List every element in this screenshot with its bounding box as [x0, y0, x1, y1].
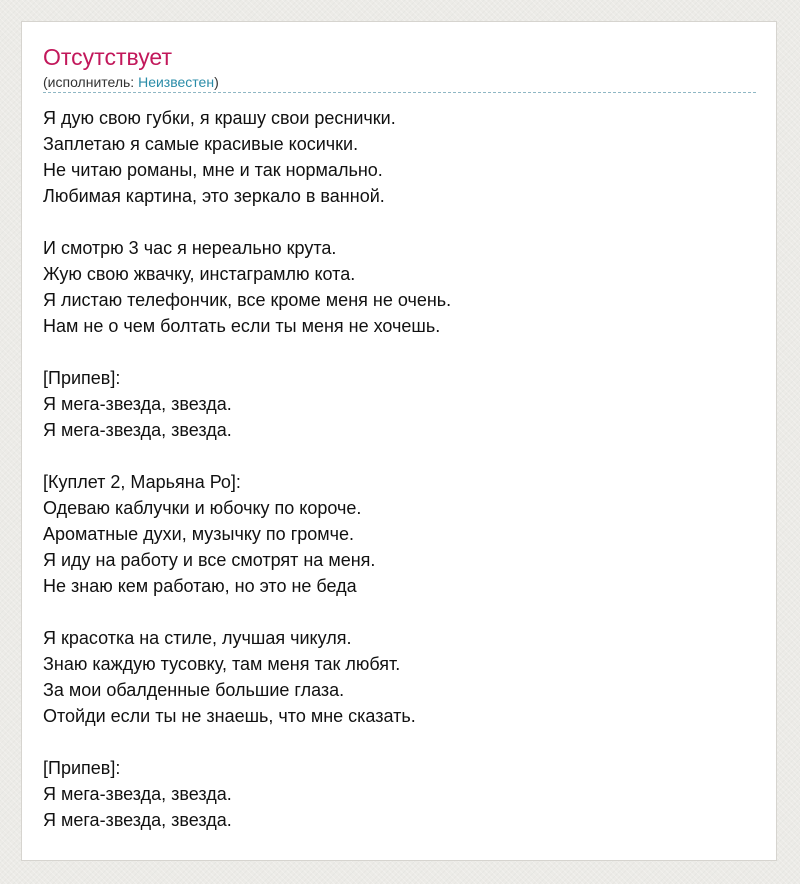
- stanza-gap: [43, 443, 756, 469]
- lyric-line: Любимая картина, это зеркало в ванной.: [43, 186, 385, 206]
- lyrics-text: [43, 105, 756, 833]
- stanza-gap: [43, 599, 756, 625]
- lyric-line: Жую свою жвачку, инстаграмлю кота.: [43, 264, 356, 284]
- lyric-line: [Припев]:: [43, 758, 121, 778]
- lyric-line: [Припев]:: [43, 368, 121, 388]
- lyric-line: За мои обалденные большие глаза.: [43, 680, 345, 700]
- artist-line: [43, 73, 756, 93]
- lyric-line: И смотрю 3 час я нереально крута.: [43, 238, 337, 258]
- lyric-line: Нам не о чем болтать если ты меня не хочешь.: [43, 316, 441, 336]
- lyric-line: Я мега-звезда, звезда.: [43, 420, 232, 440]
- lyric-line: Я красотка на стиле, лучшая чикуля.: [43, 628, 352, 648]
- lyric-line: Не знаю кем работаю, но это не беда: [43, 576, 357, 596]
- lyric-line: Знаю каждую тусовку, там меня так любят.: [43, 654, 401, 674]
- lyric-line: Я мега-звезда, звезда.: [43, 810, 232, 830]
- lyric-line: Заплетаю я самые красивые косички.: [43, 134, 359, 154]
- lyric-line: Я дую свою губки, я крашу свои реснички.: [43, 108, 396, 128]
- lyric-line: Я иду на работу и все смотрят на меня.: [43, 550, 376, 570]
- lyrics-card: [21, 21, 777, 861]
- lyric-line: Я листаю телефончик, все кроме меня не очень.: [43, 290, 452, 310]
- stanza-gap: [43, 339, 756, 365]
- lyric-line: Ароматные духи, музычку по громче.: [43, 524, 355, 544]
- artist-link[interactable]: Неизвестен: [138, 74, 215, 90]
- song-title: Отсутствует: [43, 44, 172, 70]
- lyric-line: Не читаю романы, мне и так нормально.: [43, 160, 383, 180]
- stanza-gap: [43, 729, 756, 755]
- lyric-line: Отойди если ты не знаешь, что мне сказать.: [43, 706, 416, 726]
- artist-suffix: ): [214, 74, 219, 90]
- lyric-line: Я мега-звезда, звезда.: [43, 784, 232, 804]
- stanza-gap: [43, 209, 756, 235]
- lyric-line: [Куплет 2, Марьяна Ро]:: [43, 472, 241, 492]
- artist-prefix: (исполнитель:: [43, 74, 139, 90]
- lyric-line: Одеваю каблучки и юбочку по короче.: [43, 498, 362, 518]
- lyric-line: Я мега-звезда, звезда.: [43, 394, 232, 414]
